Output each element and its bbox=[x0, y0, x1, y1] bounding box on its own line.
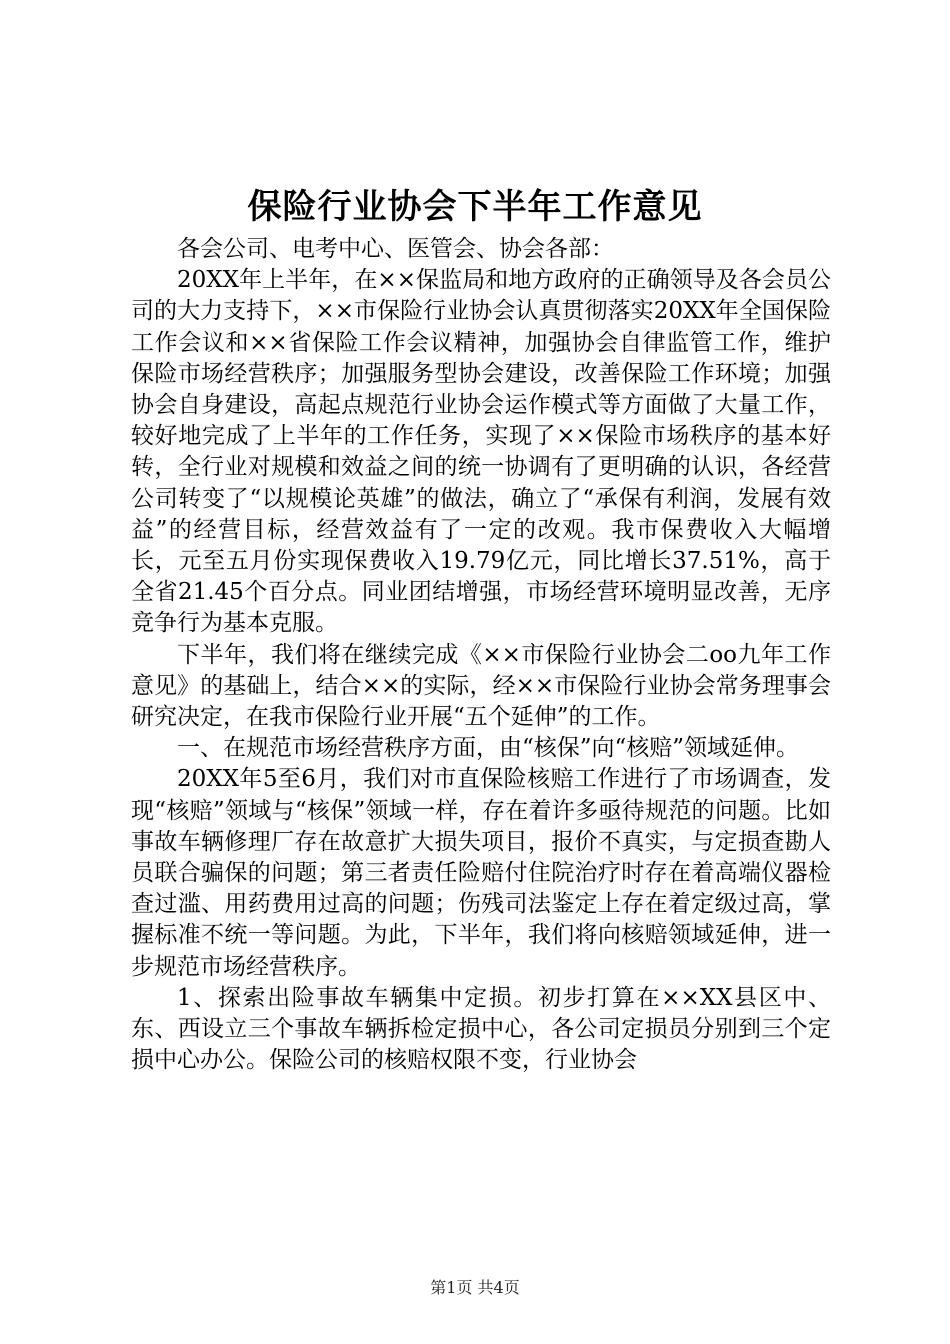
section-one-heading: 一、在规范市场经营秩序方面，由“核保”向“核赔”领域延伸。 bbox=[177, 735, 800, 762]
document-title: 保险行业协会下半年工作意见 bbox=[247, 187, 703, 227]
second-half-plan-paragraph: 下半年，我们将在继续完成《××市保险行业协会二oo九年工作意见》的基础上，结合××的实际，经××市保险行业协会常务理事会研究决定，在我市保险行业开展“五个延伸”的工作。 bbox=[131, 641, 831, 731]
claims-survey-paragraph: 20XX年5至6月，我们对市直保险核赔工作进行了市场调查，发现“核赔”领域与“核保”领域一样，存在着许多亟待规范的问题。比如事故车辆修理厂存在故意扩大损失项目，报价不真实，与定损查勘人员联合骗保的问题；第三者责任险赔付住院治疗时存在着高端仪器检查过滥、用药费用过高的问题；伤残司法鉴定上存在着定级过高，掌握标准不统一等问题。为此，下半年，我们将向核赔领域延伸，进一步规范市场经营秩序。 bbox=[131, 766, 831, 980]
first-half-summary-paragraph: 20XX年上半年，在××保监局和地方政府的正确领导及各会员公司的大力支持下，××市保险行业协会认真贯彻落实20XX年全国保险工作会议和××省保险工作会议精神，加强协会自律监管工作，维护保险市场经营秩序；加强服务型协会建设，改善保险工作环境；加强协会自身建设，高起点规范行业协会运作模式等方面做了大量工作，较好地完成了上半年的工作任务，实现了××保险市场秩序的基本好转，全行业对规模和效益之间的统一协调有了更明确的认识，各经营公司转变了“以规模论英雄”的做法，确立了“承保有利润，发展有效益”的经营目标，经营效益有了一定的改观。我市保费收入大幅增长，元至五月份实现保费收入19.79亿元，同比增长37.51%，高于全省21.45个百分点。同业团结增强，市场经营环境明显改善，无序竞争行为基本克服。 bbox=[131, 267, 831, 637]
item-one-paragraph: 1、探索出险事故车辆集中定损。初步打算在××XX县区中、东、西设立三个事故车辆拆检定损中心，各公司定损员分别到三个定损中心办公。保险公司的核赔权限不变，行业协会 bbox=[131, 984, 831, 1074]
document-body bbox=[131, 234, 831, 1076]
page-footer: 第1页 共4页 bbox=[430, 1278, 520, 1297]
salutation-paragraph: 各会公司、电考中心、医管会、协会各部： bbox=[177, 236, 614, 262]
